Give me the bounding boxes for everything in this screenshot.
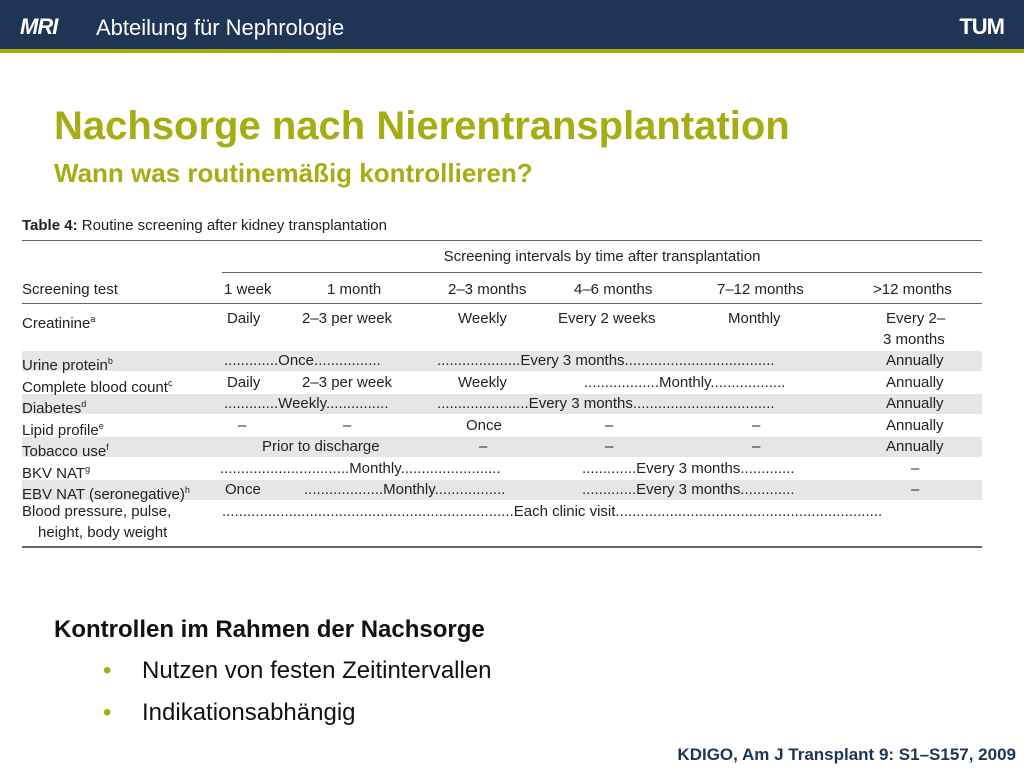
cell: – (911, 481, 920, 498)
row-label: Creatinine$^a$ (22, 314, 96, 332)
table-bottom-rule (22, 546, 982, 548)
cell: – (911, 460, 920, 477)
cell: .............Every 3 months............. (582, 481, 795, 498)
cell: Every 2 weeks (558, 310, 656, 327)
cell: .............Every 3 months............. (582, 460, 795, 477)
cell: ...............................Monthly........................ (220, 460, 501, 477)
bullet-item: Nutzen von festen Zeitintervallen (142, 657, 492, 684)
slide-title: Nachsorge nach Nierentransplantation (54, 104, 790, 148)
bullet-item: Indikationsabhängig (142, 699, 356, 726)
cell: Monthly (728, 310, 781, 327)
table-top-rule (22, 240, 982, 241)
slide-subtitle: Wann was routinemäßig kontrollieren? (54, 158, 533, 188)
cell: ......................................................................Each clinic visit................................................................ (222, 503, 883, 520)
cell: – (343, 417, 352, 434)
row-label: EBV NAT (seronegative)$^h$ (22, 485, 190, 503)
col-1-week: 1 week (224, 281, 272, 298)
cell: Once (225, 481, 261, 498)
row-shade-tobacco (22, 437, 982, 457)
cell: Annually (886, 374, 944, 391)
cell: 2–3 per week (302, 310, 393, 327)
col-screening-test: Screening test (22, 281, 118, 298)
col-1-month: 1 month (327, 281, 382, 298)
cell: 3 months (883, 331, 945, 348)
cell: ....................Every 3 months.................................... (437, 352, 775, 369)
cell: .............Once................ (224, 352, 381, 369)
cell: Daily (227, 374, 261, 391)
row-label: Blood pressure, pulse, (22, 503, 172, 520)
row-label: BKV NAT$^g$ (22, 464, 91, 482)
row-label: Urine protein$^b$ (22, 356, 113, 374)
col-2-3-months: 2–3 months (448, 281, 527, 298)
cell: Annually (886, 395, 944, 412)
interval-rule (222, 272, 982, 273)
cell: Every 2– (886, 310, 946, 327)
cell: Annually (886, 438, 944, 455)
cell: – (752, 417, 761, 434)
cell: ...................Monthly................. (304, 481, 506, 498)
cell: Annually (886, 352, 944, 369)
cell: – (479, 438, 488, 455)
cell: ......................Every 3 months.................................. (437, 395, 775, 412)
cell: Prior to discharge (262, 438, 380, 455)
col-4-6-months: 4–6 months (574, 281, 653, 298)
department-name: Abteilung für Nephrologie (96, 15, 345, 40)
cell: – (605, 438, 614, 455)
citation: KDIGO, Am J Transplant 9: S1–S157, 2009 (677, 745, 1016, 764)
col-7-12-months: 7–12 months (717, 281, 804, 298)
tum-logo: TUM (959, 14, 1004, 39)
mri-logo: MRI (20, 14, 58, 39)
header-bar (0, 0, 1024, 53)
col-over-12-months: >12 months (873, 281, 952, 298)
cell: ..................Monthly.................. (584, 374, 786, 391)
cell: Annually (886, 417, 944, 434)
cell: – (238, 417, 247, 434)
cell: Weekly (458, 310, 507, 327)
cell: .............Weekly............... (224, 395, 389, 412)
bullet-marker: • (103, 699, 112, 726)
header-bottom-rule (22, 303, 982, 304)
cell: Once (466, 417, 502, 434)
table-caption (22, 217, 387, 234)
cell: – (752, 438, 761, 455)
cell: Daily (227, 310, 261, 327)
row-label: Lipid profile$^e$ (22, 421, 104, 439)
row-label: Complete blood count$^c$ (22, 378, 173, 396)
bullet-marker: • (103, 657, 112, 684)
notes-heading: Kontrollen im Rahmen der Nachsorge (54, 616, 485, 643)
row-label-continued: height, body weight (38, 524, 168, 541)
row-label: Diabetes$^d$ (22, 399, 87, 417)
cell: 2–3 per week (302, 374, 393, 391)
cell: Weekly (458, 374, 507, 391)
row-label: Tobacco use$^f$ (22, 442, 109, 460)
table-caption-label: Table 4: (22, 217, 78, 234)
interval-header: Screening intervals by time after transplantation (443, 248, 761, 265)
cell: – (605, 417, 614, 434)
table-caption-text: Routine screening after kidney transplantation (81, 217, 387, 234)
